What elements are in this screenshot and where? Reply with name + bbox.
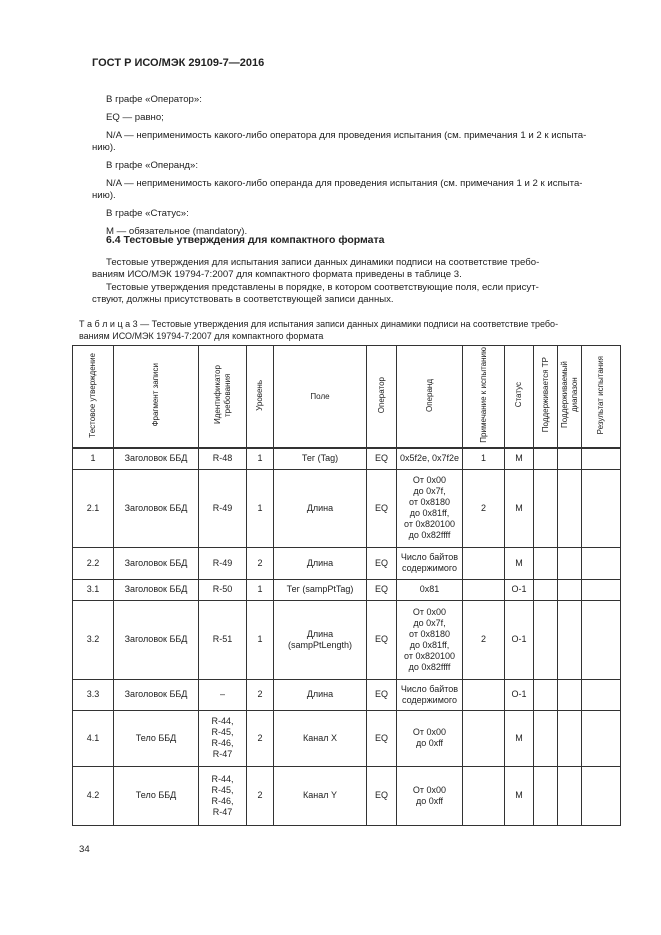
table-cell: 2 [247, 679, 274, 710]
table-cell: EQ [367, 469, 397, 547]
text-line: N/A — неприменимость какого-либо операнда для проведения испытания (см. примечания 1 и 2 к испыта- [106, 178, 583, 189]
table-cell: Длина [274, 469, 367, 547]
table-cell: Длина [274, 547, 367, 579]
table-cell: 1 [247, 600, 274, 679]
table-cell [558, 448, 582, 469]
table-cell [534, 710, 558, 766]
table-cell: R-49 [199, 469, 247, 547]
table-cell: R-49 [199, 547, 247, 579]
table-cell [558, 579, 582, 600]
table-cell: Заголовок ББД [114, 600, 199, 679]
table-cell: 3.3 [73, 679, 114, 710]
table-cell: Тег (Tag) [274, 448, 367, 469]
table-cell: EQ [367, 448, 397, 469]
table-row [73, 766, 621, 825]
column-header-label: Идентификатор требования [212, 365, 232, 425]
table-cell: 3.1 [73, 579, 114, 600]
table-cell: M [505, 448, 534, 469]
column-header [582, 346, 621, 449]
table-cell: Канал Y [274, 766, 367, 825]
paragraph-line: Тестовые утверждения для испытания записи данных динамики подписи на соответствие требо- [106, 257, 540, 268]
table-cell [534, 600, 558, 679]
table-header-row [73, 346, 621, 449]
table-cell: EQ [367, 766, 397, 825]
table-cell [582, 766, 621, 825]
table-cell [534, 448, 558, 469]
table-cell: O-1 [505, 600, 534, 679]
table-cell: EQ [367, 679, 397, 710]
table-cell [463, 547, 505, 579]
table-cell: От 0x00 до 0x7f, от 0x8180 до 0x81ff, от 0x820100 до 0x82ffff [397, 469, 463, 547]
section-heading: 6.4 Тестовые утверждения для компактного формата [106, 234, 385, 246]
text-line: N/A — неприменимость какого-либо оператора для проведения испытания (см. примечания 1 и 2 к испыта- [106, 130, 587, 141]
column-header-label: Поддерживаемый диапазон [559, 361, 579, 429]
table-cell: 4.2 [73, 766, 114, 825]
column-header-label: Поддерживается ТР [540, 357, 550, 433]
table-row [73, 579, 621, 600]
paragraph-line: ваниям ИСО/МЭК 19794-7:2007 для компактного формата приведены в таблице 3. [92, 269, 462, 280]
table-cell: Длина [274, 679, 367, 710]
table-cell [558, 469, 582, 547]
text-line: В графе «Статус»: [106, 208, 189, 219]
table-cell [534, 579, 558, 600]
column-header [534, 346, 558, 449]
table-cell: 2 [247, 547, 274, 579]
table-cell: M [505, 547, 534, 579]
column-header-label: Примечание к испытанию [478, 347, 488, 443]
table-cell [582, 710, 621, 766]
table-cell [582, 448, 621, 469]
table-cell [534, 547, 558, 579]
table-cell [463, 766, 505, 825]
table-cell [582, 547, 621, 579]
table-cell: 3.2 [73, 600, 114, 679]
column-header-label: Уровень [255, 379, 264, 411]
table-cell: 2.1 [73, 469, 114, 547]
table-cell: 0x5f2e, 0x7f2e [397, 448, 463, 469]
table-cell [463, 679, 505, 710]
table-cell: M [505, 766, 534, 825]
table-cell [534, 766, 558, 825]
text-line: В графе «Оператор»: [106, 94, 202, 105]
table-cell: Тело ББД [114, 710, 199, 766]
table-cell: Число байтов содержимого [397, 547, 463, 579]
table-cell [558, 710, 582, 766]
table-cell: Тег (sampPtTag) [274, 579, 367, 600]
table-cell: 2 [247, 766, 274, 825]
table-cell: – [199, 679, 247, 710]
table-cell: EQ [367, 547, 397, 579]
table-cell [534, 679, 558, 710]
column-header [463, 346, 505, 449]
column-header-label: Операнд [424, 378, 434, 412]
table-cell: R-50 [199, 579, 247, 600]
table-row [73, 448, 621, 469]
table-cell: M [505, 469, 534, 547]
table-cell: 1 [247, 448, 274, 469]
table-row [73, 547, 621, 579]
table-cell [558, 679, 582, 710]
table-cell [463, 710, 505, 766]
text-line: нию). [92, 142, 116, 153]
column-header-label: Тестовое утверждение [88, 352, 97, 438]
table-cell: EQ [367, 579, 397, 600]
page-number: 34 [79, 844, 90, 855]
table-cell [534, 469, 558, 547]
column-header [199, 346, 247, 449]
table-cell: EQ [367, 710, 397, 766]
table-cell: 2 [463, 600, 505, 679]
table-cell: Заголовок ББД [114, 469, 199, 547]
table-row [73, 469, 621, 547]
table-cell: От 0x00 до 0xff [397, 766, 463, 825]
table-cell: От 0x00 до 0xff [397, 710, 463, 766]
table-cell: O-1 [505, 679, 534, 710]
table-cell [558, 766, 582, 825]
column-header [114, 346, 199, 449]
column-header-label: Фрагмент записи [151, 363, 160, 427]
table-cell [558, 547, 582, 579]
column-header-label: Результат испытания [596, 355, 605, 435]
table-cell: Заголовок ББД [114, 547, 199, 579]
text-line: EQ — равно; [106, 112, 164, 123]
table-cell: Канал X [274, 710, 367, 766]
table-cell [582, 469, 621, 547]
column-header [73, 346, 114, 449]
column-header [397, 346, 463, 449]
table-cell: 1 [247, 579, 274, 600]
table-cell: От 0x00 до 0x7f, от 0x8180 до 0x81ff, от 0x820100 до 0x82ffff [397, 600, 463, 679]
text-line: M — обязательное (mandatory). [106, 226, 248, 237]
table-cell: R-48 [199, 448, 247, 469]
table-row [73, 710, 621, 766]
table-cell: Длина (sampPtLength) [274, 600, 367, 679]
table-caption: ваниям ИСО/МЭК 19794-7:2007 для компактного формата [79, 331, 324, 341]
table-cell: 2 [247, 710, 274, 766]
table-cell [463, 579, 505, 600]
table-cell: Тело ББД [114, 766, 199, 825]
table-cell [582, 579, 621, 600]
table-row [73, 600, 621, 679]
table-cell: 4.1 [73, 710, 114, 766]
table-cell: 1 [463, 448, 505, 469]
table-cell: M [505, 710, 534, 766]
column-header [558, 346, 582, 449]
table-cell [582, 679, 621, 710]
test-assertions-table [72, 345, 621, 826]
table-cell: 1 [247, 469, 274, 547]
paragraph-line: Тестовые утверждения представлены в порядке, в котором соответствующие поля, если присут- [106, 282, 539, 293]
column-header-label: Поле [310, 392, 330, 401]
table-cell: Заголовок ББД [114, 579, 199, 600]
table-cell: Заголовок ББД [114, 679, 199, 710]
table-cell: 0x81 [397, 579, 463, 600]
table-cell: Число байтов содержимого [397, 679, 463, 710]
table-cell: Заголовок ББД [114, 448, 199, 469]
column-header-label: Статус [514, 382, 523, 408]
table-cell: R-44, R-45, R-46, R-47 [199, 766, 247, 825]
text-line: В графе «Операнд»: [106, 160, 199, 171]
table-cell [558, 600, 582, 679]
table-row [73, 679, 621, 710]
table-cell: EQ [367, 600, 397, 679]
column-header [274, 346, 367, 449]
table-cell: R-44, R-45, R-46, R-47 [199, 710, 247, 766]
column-header [247, 346, 274, 449]
table-cell [582, 600, 621, 679]
column-header [367, 346, 397, 449]
table-cell: R-51 [199, 600, 247, 679]
text-line: нию). [92, 190, 116, 201]
table-cell: 2 [463, 469, 505, 547]
table-cell: 2.2 [73, 547, 114, 579]
document-header: ГОСТ Р ИСО/МЭК 29109-7—2016 [92, 57, 265, 69]
column-header-label: Оператор [376, 376, 386, 414]
table-cell: O-1 [505, 579, 534, 600]
table-caption: Т а б л и ц а 3 — Тестовые утверждения для испытания записи данных динамики подписи на соответствие требо- [79, 319, 559, 329]
table-cell: 1 [73, 448, 114, 469]
paragraph-line: ствуют, должны присутствовать в соответствующей записи данных. [92, 294, 394, 305]
column-header [505, 346, 534, 449]
